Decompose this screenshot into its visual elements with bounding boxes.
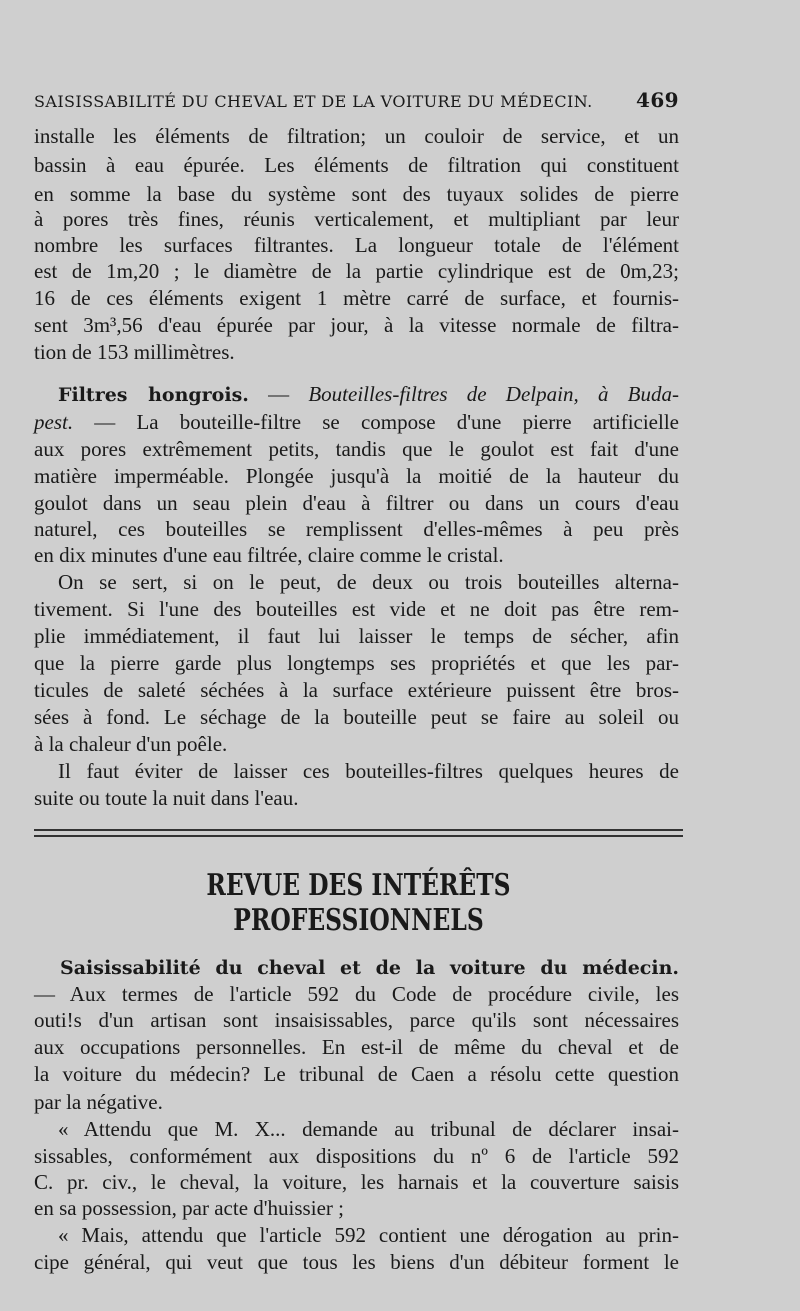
text-line: à la chaleur d'un poêle.: [34, 732, 228, 756]
running-header: [34, 88, 679, 112]
text-line: aux occupations personnelles. En est-il de même du cheval et de: [34, 1035, 679, 1059]
text-line: goulot dans un seau plein d'eau à filtrer ou dans un cours d'eau: [34, 491, 679, 515]
subsection-source-end: pest.: [34, 410, 74, 434]
text-line: en somme la base du système sont des tuyaux solides de pierre: [34, 182, 679, 206]
text-line: plie immédiatement, il faut lui laisser le temps de sécher, afin: [34, 624, 679, 648]
subsection-heading: Filtres hongrois.: [58, 384, 249, 406]
text-line: en sa possession, par acte d'huissier ;: [34, 1196, 344, 1220]
text-line: en dix minutes d'une eau filtrée, claire comme le cristal.: [34, 543, 504, 567]
text-line: [34, 410, 679, 435]
text-line: matière imperméable. Plongée jusqu'à la moitié de la hauteur du: [34, 464, 679, 488]
text-line: C. pr. civ., le cheval, la voiture, les harnais et la couverture saisis: [34, 1170, 679, 1194]
text-line: sissables, conformément aux dispositions du nº 6 de l'article 592: [34, 1144, 679, 1168]
text-line: nombre les surfaces filtrantes. La longueur totale de l'élément: [34, 233, 679, 257]
text-line: installe les éléments de filtration; un couloir de service, et un: [34, 124, 679, 148]
article-heading: Saisissabilité du cheval et de la voiture du médecin.: [60, 957, 679, 979]
text-line: outi!s d'un artisan sont insaisissables, parce qu'ils sont nécessaires: [34, 1008, 679, 1032]
text-line: cipe général, qui veut que tous les biens d'un débiteur forment le: [34, 1250, 679, 1274]
text-line: On se sert, si on le peut, de deux ou trois bouteilles alterna-: [58, 570, 679, 594]
text-line: bassin à eau épurée. Les éléments de filtration qui constituent: [34, 153, 679, 177]
text-line: Il faut éviter de laisser ces bouteilles-filtres quelques heures de: [58, 759, 679, 783]
subsection-heading-line: [58, 382, 679, 407]
section-rule-top: [34, 829, 683, 831]
text-line: « Mais, attendu que l'article 592 contient une dérogation au prin-: [58, 1223, 679, 1247]
text-line: naturel, ces bouteilles se remplissent d'elles-mêmes à peu près: [34, 517, 679, 541]
article-heading-line: [60, 955, 679, 980]
text-line: sent 3m³,56 d'eau épurée par jour, à la vitesse normale de filtra-: [34, 313, 679, 337]
text-line: tion de 153 millimètres.: [34, 340, 235, 364]
text-line: ticules de saleté séchées à la surface extérieure puissent être bros-: [34, 678, 679, 702]
text-line: par la négative.: [34, 1090, 163, 1114]
section-title: REVUE DES INTÉRÊTS PROFESSIONNELS: [206, 868, 511, 938]
text-line: — Aux termes de l'article 592 du Code de procédure civile, les: [34, 982, 679, 1006]
page-number: 469: [636, 88, 679, 112]
text-line: est de 1m,20 ; le diamètre de la partie cylindrique est de 0m,23;: [34, 259, 679, 283]
text-line: 16 de ces éléments exigent 1 mètre carré de surface, et fournis-: [34, 286, 679, 310]
text-line: que la pierre garde plus longtemps ses propriétés et que les par-: [34, 651, 679, 675]
text-fragment: — La bouteille-filtre se compose d'une pierre artificielle: [73, 410, 679, 434]
text-line: aux pores extrêmement petits, tandis que le goulot est fait d'une: [34, 437, 679, 461]
section-rule-bottom: [34, 835, 683, 837]
text-line: suite ou toute la nuit dans l'eau.: [34, 786, 299, 810]
text-line: à pores très fines, réunis verticalement, et multipliant par leur: [34, 207, 679, 231]
text-line: « Attendu que M. X... demande au tribunal de déclarer insai-: [58, 1117, 679, 1141]
text-line: sées à fond. Le séchage de la bouteille peut se faire au soleil ou: [34, 705, 679, 729]
text-line: tivement. Si l'une des bouteilles est vide et ne doit pas être rem-: [34, 597, 679, 621]
running-title: SAISISSABILITÉ DU CHEVAL ET DE LA VOITURE DU MÉDECIN.: [34, 92, 593, 111]
text-line: la voiture du médecin? Le tribunal de Caen a résolu cette question: [34, 1062, 679, 1086]
subsection-source: Bouteilles-filtres de Delpain, à Buda-: [308, 382, 679, 406]
dash: —: [248, 382, 309, 406]
